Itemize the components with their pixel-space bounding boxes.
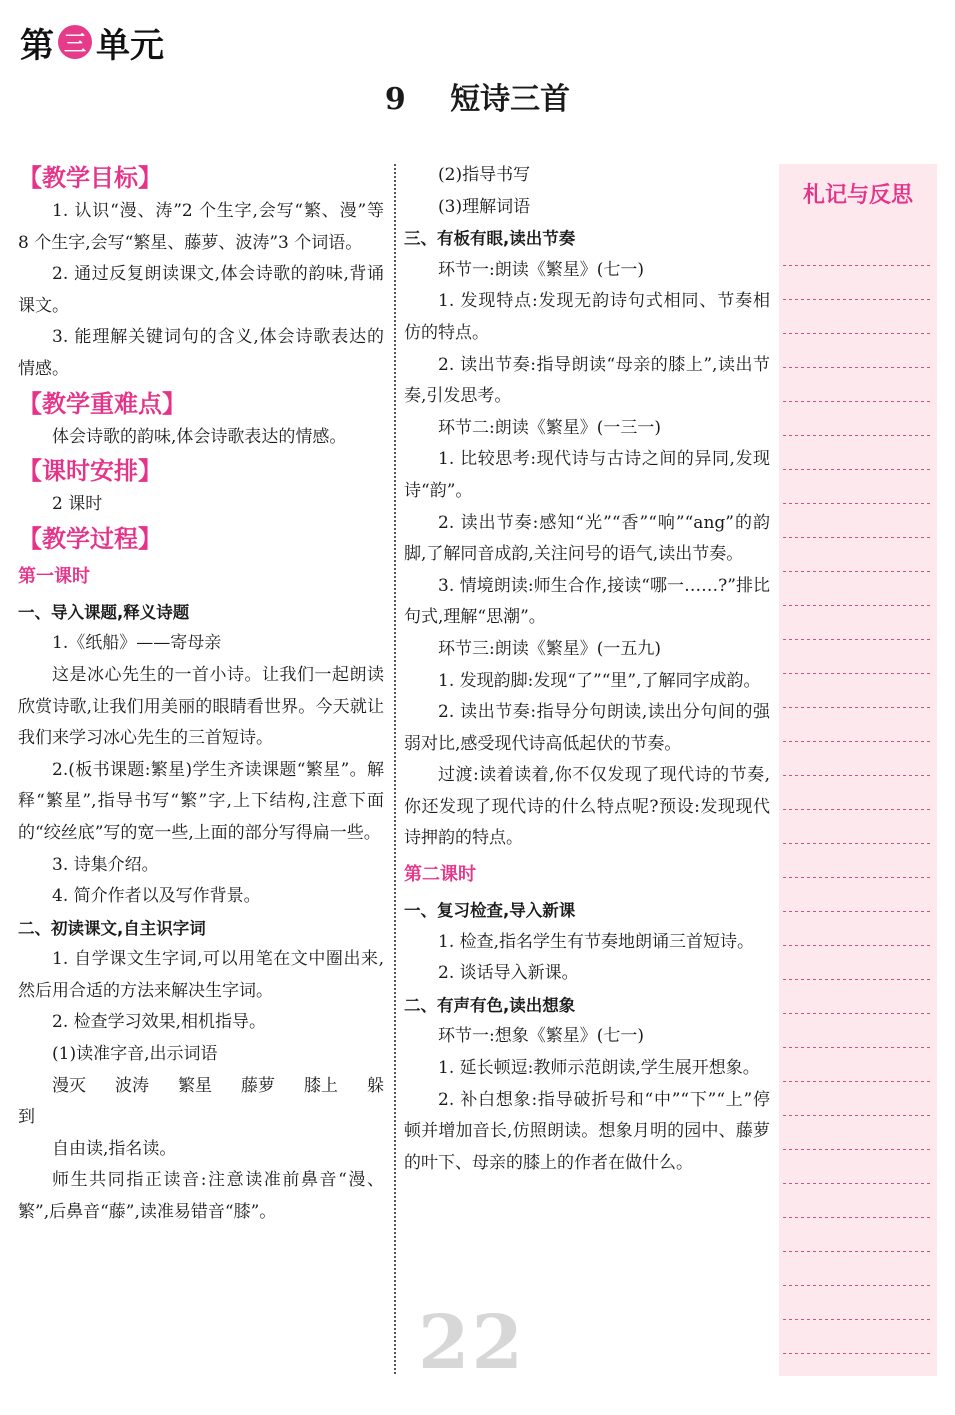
paragraph: 自由读,指名读。 xyxy=(52,1138,177,1159)
paragraph: (1)读准字音,出示词语 xyxy=(52,1044,218,1065)
link-title: 环节一:朗读《繁星》(七一) xyxy=(438,259,644,280)
paragraph: 2. 检查学习效果,相机指导。 xyxy=(52,1012,267,1033)
paragraph: 师生共同指正读音:注意读准前鼻音“漫、繁”,后鼻音“藤”,读准易错音“膝”。 xyxy=(18,1170,384,1223)
section-title: 一、导入课题,释义诗题 xyxy=(18,602,190,622)
section-title: 二、有声有色,读出想象 xyxy=(404,995,576,1015)
goal-item: 3. 能理解关键词句的含义,体会诗歌表达的情感。 xyxy=(18,327,384,379)
page-number: 22 xyxy=(418,1300,525,1386)
goal-item: 1. 认识“漫、涛”2 个生字,会写“繁、漫”等 8 个生字,会写“繁星、藤萝、波涛”3 个词语。 xyxy=(18,201,384,253)
paragraph: 1. 发现韵脚:发现“了”“里”,了解同字成韵。 xyxy=(438,670,761,691)
vocab-word: 漫灭 xyxy=(52,1075,86,1096)
period-one-heading: 第一课时 xyxy=(18,565,90,587)
link-title: 环节三:朗读《繁星》(一五九) xyxy=(438,638,661,659)
paragraph: 过渡:读着读着,你不仅发现了现代诗的节奏,你还发现了现代诗的什么特点呢?预设:发现现代诗押韵的特点。 xyxy=(404,765,770,849)
left-column xyxy=(18,160,384,1229)
paragraph: (3)理解词语 xyxy=(438,196,531,217)
note-lines xyxy=(783,232,933,1376)
paragraph: 4. 简介作者以及写作背景。 xyxy=(52,886,261,907)
paragraph: 1. 发现特点:发现无韵诗句式相同、节奏相仿的特点。 xyxy=(404,291,770,343)
notes-sidebar xyxy=(779,164,937,1376)
vocab-word: 繁星 xyxy=(178,1075,212,1096)
column-divider xyxy=(394,164,396,1374)
paragraph: 1. 延长顿逗:教师示范朗读,学生展开想象。 xyxy=(438,1058,760,1079)
schedule-text: 2 课时 xyxy=(52,494,103,515)
vocab-list xyxy=(18,1071,384,1103)
vocab-word: 膝上 xyxy=(304,1075,338,1096)
paragraph: 2. 补白想象:指导破折号和“中”“下”“上”停顿并增加音长,仿照朗读。想象月明的园中、藤萝的叶下、母亲的膝上的作者在做什么。 xyxy=(404,1089,770,1173)
period-two-heading: 第二课时 xyxy=(404,864,476,886)
paragraph: 2. 读出节奏:指导朗读“母亲的膝上”,读出节奏,引发思考。 xyxy=(404,354,770,407)
key-points-text: 体会诗歌的韵味,体会诗歌表达的情感。 xyxy=(52,426,347,447)
middle-column xyxy=(404,160,770,1179)
key-points-heading: 【教学重难点】 xyxy=(18,389,186,418)
vocab-tail: 到 xyxy=(18,1107,35,1128)
paragraph: 3. 诗集介绍。 xyxy=(52,854,159,875)
schedule-heading: 【课时安排】 xyxy=(18,457,162,486)
link-title: 环节一:想象《繁星》(七一) xyxy=(438,1026,644,1047)
unit-heading xyxy=(20,20,164,64)
paragraph: 2. 读出节奏:感知“光”“香”“响”“ang”的韵脚,了解同音成韵,关注问号的语气,读出节奏。 xyxy=(404,512,770,565)
unit-suffix: 单元 xyxy=(96,25,164,66)
paragraph: 3. 情境朗读:师生合作,接读“哪一……?”排比句式,理解“思潮”。 xyxy=(404,575,770,628)
goal-item: 2. 通过反复朗读课文,体会诗歌的韵味,背诵课文。 xyxy=(18,264,384,316)
paragraph: (2)指导书写 xyxy=(438,165,531,185)
lesson-title xyxy=(0,74,955,118)
paragraph: 2. 读出节奏:指导分句朗读,读出分句间的强弱对比,感受现代诗高低起伏的节奏。 xyxy=(404,702,770,754)
lesson-number: 9 xyxy=(384,82,406,117)
section-title: 二、初读课文,自主识字词 xyxy=(18,918,206,938)
notes-title: 札记与反思 xyxy=(802,183,913,208)
unit-number-badge: 三 xyxy=(58,25,92,59)
paragraph: 1. 自学课文生字词,可以用笔在文中圈出来,然后用合适的方法来解决生字词。 xyxy=(18,949,384,1001)
paragraph: 2.(板书课题:繁星)学生齐读课题“繁星”。解释“繁星”,指导书写“繁”字,上下结构,注意下面的“绞丝底”写的宽一些,上面的部分写得扁一些。 xyxy=(18,759,384,843)
paragraph: 1.《纸船》——寄母亲 xyxy=(52,633,222,654)
vocab-word: 躲 xyxy=(367,1075,384,1096)
section-title: 一、复习检查,导入新课 xyxy=(404,901,576,921)
paragraph: 这是冰心先生的一首小诗。让我们一起朗读欣赏诗歌,让我们用美丽的眼睛看世界。今天就让我们来学习冰心先生的三首短诗。 xyxy=(18,664,384,749)
paragraph: 1. 检查,指名学生有节奏地朗诵三首短诗。 xyxy=(438,931,755,952)
paragraph: 1. 比较思考:现代诗与古诗之间的异同,发现诗“韵”。 xyxy=(404,449,770,501)
section-title: 三、有板有眼,读出节奏 xyxy=(404,229,576,249)
process-heading: 【教学过程】 xyxy=(18,524,162,553)
vocab-word: 藤萝 xyxy=(241,1075,275,1096)
paragraph: 2. 谈话导入新课。 xyxy=(438,963,579,984)
lesson-title-text: 短诗三首 xyxy=(450,82,571,117)
vocab-word: 波涛 xyxy=(115,1075,149,1096)
goals-heading: 【教学目标】 xyxy=(18,164,162,192)
unit-prefix: 第 xyxy=(20,25,54,66)
link-title: 环节二:朗读《繁星》(一三一) xyxy=(438,417,661,438)
